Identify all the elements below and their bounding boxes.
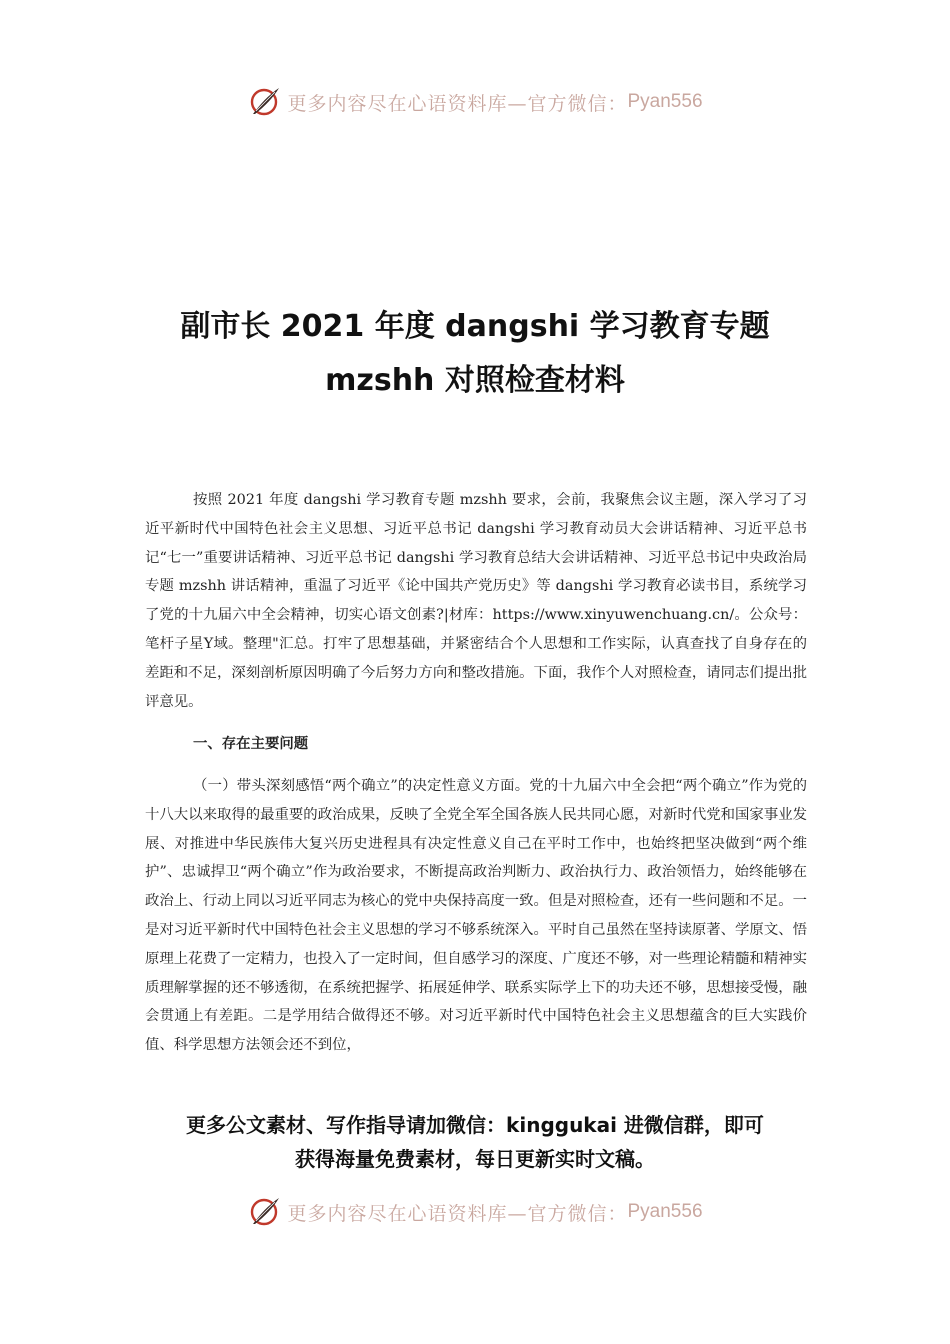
feather-quill-logo <box>247 1194 283 1230</box>
title-line-1: 副市长 2021 年度 dangshi 学习教育专题 <box>180 309 770 344</box>
title-line-2: mzshh 对照检查材料 <box>325 363 625 398</box>
banner-wechat-id: Pyan556 <box>627 1201 703 1222</box>
promo-line-1: 更多公文素材、写作指导请加微信：kinggukai 进微信群，即可 <box>186 1113 764 1137</box>
section-paragraph-block <box>145 772 807 1060</box>
banner-text: 更多内容尽在心语资料库—官方微信： <box>287 1202 628 1225</box>
watermark-banner-top <box>0 80 950 124</box>
watermark-banner-bottom <box>0 1190 950 1234</box>
section-paragraph: （一）带头深刻感悟“两个确立”的决定性意义方面。党的十九届六中全会把“两个确立”作为党的十八大以来取得的最重要的政治成果，反映了全党全军全国各族人民共同心愿，对新时代党和国家事业发展、对推进中华民族伟大复兴历史进程具有决定性意义自己在平时工作中，也始终把坚决做到“两个维护”、忠诚捍卫“两个确立”作为政治要求，不断提高政治判断力、政治执行力、政治领悟力，始终能够在政治上、行动上同以习近平同志为核心的党中央保持高度一致。但是对照检查，还有一些问题和不足。一是对习近平新时代中国特色社会主义思想的学习不够系统深入。平时自己虽然在坚持读原著、学原文、悟原理上花费了一定精力，也投入了一定时间，但自感学习的深度、广度还不够，对一些理论精髓和精神实质理解掌握的还不够透彻，在系统把握学、拓展延伸学、联系实际学上下的功夫还不够，思想接受慢，融会贯通上有差距。二是学用结合做得还不够。对习近平新时代中国特色社会主义思想蕴含的巨大实践价值、科学思想方法领会还不到位， <box>145 778 807 1054</box>
section-heading: 一、存在主要问题 <box>193 736 309 752</box>
document-title <box>100 300 850 408</box>
promo-line-2: 获得海量免费素材，每日更新实时文稿。 <box>295 1147 655 1171</box>
intro-paragraph-block <box>145 486 807 716</box>
banner-text: 更多内容尽在心语资料库—官方微信： <box>287 92 628 115</box>
promo-notice <box>100 1108 850 1176</box>
intro-paragraph: 按照 2021 年度 dangshi 学习教育专题 mzshh 要求，会前，我聚焦会议主题，深入学习了习近平新时代中国特色社会主义思想、习近平总书记 dangshi 学习教育动员大会讲话精神、习近平总书记“七一”重要讲话精神、习近平总书记 dangshi 学习教育总结大会讲话精神、习近平总书记中央政治局专题 mzshh 讲话精神，重温了习近平《论中国共产党历史》等 dangshi 学习教育必读书目，系统学习了党的十九届六中全会精神，切实心语文创素?|材库：https://www.xinyuwenchuang.cn/。公众号：笔杆子星Y域。整理"汇总。打牢了思想基础，并紧密结合个人思想和工作实际，认真查找了自身存在的差距和不足，深刻剖析原因明确了今后努力方向和整改措施。下面，我作个人对照检查，请同志们提出批评意见。 <box>145 492 807 710</box>
banner-wechat-id: Pyan556 <box>627 91 703 112</box>
feather-quill-logo <box>247 84 283 120</box>
